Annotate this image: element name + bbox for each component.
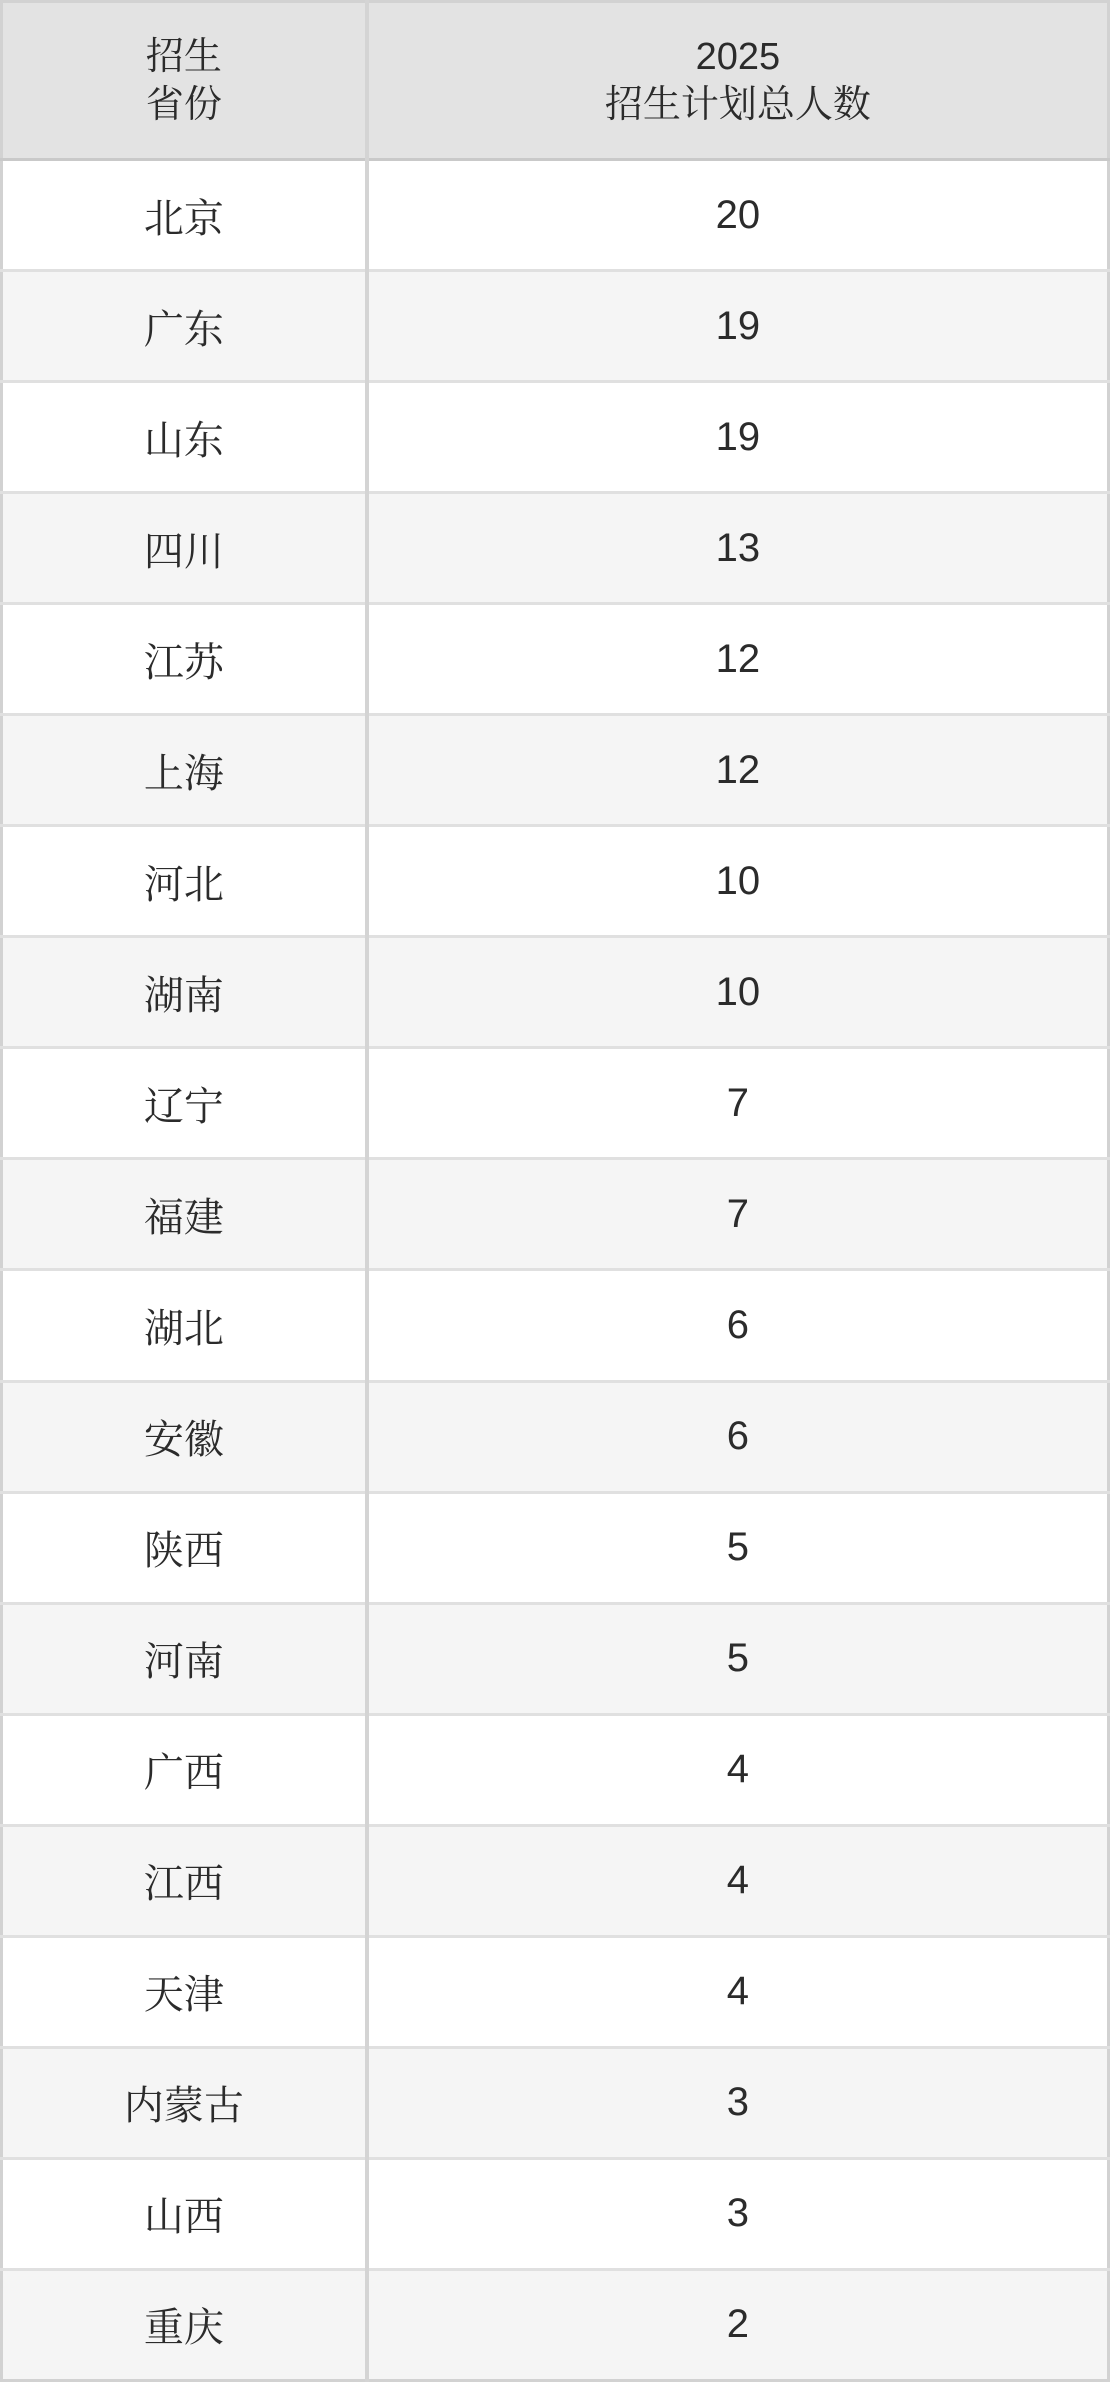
value-cell: 3	[367, 2158, 1109, 2269]
table-row	[2, 1270, 1109, 1381]
value-cell: 19	[367, 271, 1109, 382]
table-row	[2, 1603, 1109, 1714]
value-cell: 10	[367, 826, 1109, 937]
province-cell: 重庆	[2, 2269, 367, 2380]
value-cell: 20	[367, 160, 1109, 271]
province-cell: 河南	[2, 1603, 367, 1714]
table-row	[2, 2047, 1109, 2158]
table-row	[2, 937, 1109, 1048]
table-row	[2, 826, 1109, 937]
province-cell: 安徽	[2, 1381, 367, 1492]
province-cell: 山东	[2, 382, 367, 493]
table-row	[2, 382, 1109, 493]
value-cell: 4	[367, 1825, 1109, 1936]
value-cell: 6	[367, 1270, 1109, 1381]
province-cell: 北京	[2, 160, 367, 271]
province-cell: 江西	[2, 1825, 367, 1936]
province-cell: 湖北	[2, 1270, 367, 1381]
header-total-line2: 招生计划总人数	[604, 83, 871, 126]
value-cell: 7	[367, 1159, 1109, 1270]
province-cell: 福建	[2, 1159, 367, 1270]
value-cell: 7	[367, 1048, 1109, 1159]
province-cell: 广东	[2, 271, 367, 382]
province-cell: 河北	[2, 826, 367, 937]
table-row	[2, 1714, 1109, 1825]
table-row	[2, 2269, 1109, 2380]
table-row	[2, 160, 1109, 271]
table-row	[2, 1381, 1109, 1492]
province-cell: 辽宁	[2, 1048, 367, 1159]
province-cell: 山西	[2, 2158, 367, 2269]
table-row	[2, 715, 1109, 826]
table-header	[2, 2, 1109, 160]
table-row	[2, 493, 1109, 604]
header-cell-province	[2, 2, 367, 160]
value-cell: 19	[367, 382, 1109, 493]
value-cell: 13	[367, 493, 1109, 604]
header-total-line1: 2025	[695, 35, 781, 78]
table-row	[2, 1825, 1109, 1936]
province-cell: 江苏	[2, 604, 367, 715]
header-row	[2, 2, 1109, 160]
value-cell: 3	[367, 2047, 1109, 2158]
value-cell: 10	[367, 937, 1109, 1048]
value-cell: 6	[367, 1381, 1109, 1492]
province-cell: 广西	[2, 1714, 367, 1825]
province-cell: 天津	[2, 1936, 367, 2047]
table-row	[2, 271, 1109, 382]
table-row	[2, 1936, 1109, 2047]
value-cell: 4	[367, 1936, 1109, 2047]
value-cell: 2	[367, 2269, 1109, 2380]
header-cell-total	[367, 2, 1109, 160]
header-province-line2: 省份	[145, 83, 222, 126]
table-row	[2, 2158, 1109, 2269]
province-cell: 湖南	[2, 937, 367, 1048]
province-cell: 陕西	[2, 1492, 367, 1603]
value-cell: 4	[367, 1714, 1109, 1825]
province-cell: 内蒙古	[2, 2047, 367, 2158]
value-cell: 12	[367, 715, 1109, 826]
table-row	[2, 1492, 1109, 1603]
table-row	[2, 1048, 1109, 1159]
header-province-line1: 招生	[145, 35, 222, 78]
province-cell: 四川	[2, 493, 367, 604]
value-cell: 5	[367, 1603, 1109, 1714]
value-cell: 5	[367, 1492, 1109, 1603]
province-cell: 上海	[2, 715, 367, 826]
value-cell: 12	[367, 604, 1109, 715]
table-row	[2, 604, 1109, 715]
table-body	[2, 160, 1109, 2381]
table-row	[2, 1159, 1109, 1270]
